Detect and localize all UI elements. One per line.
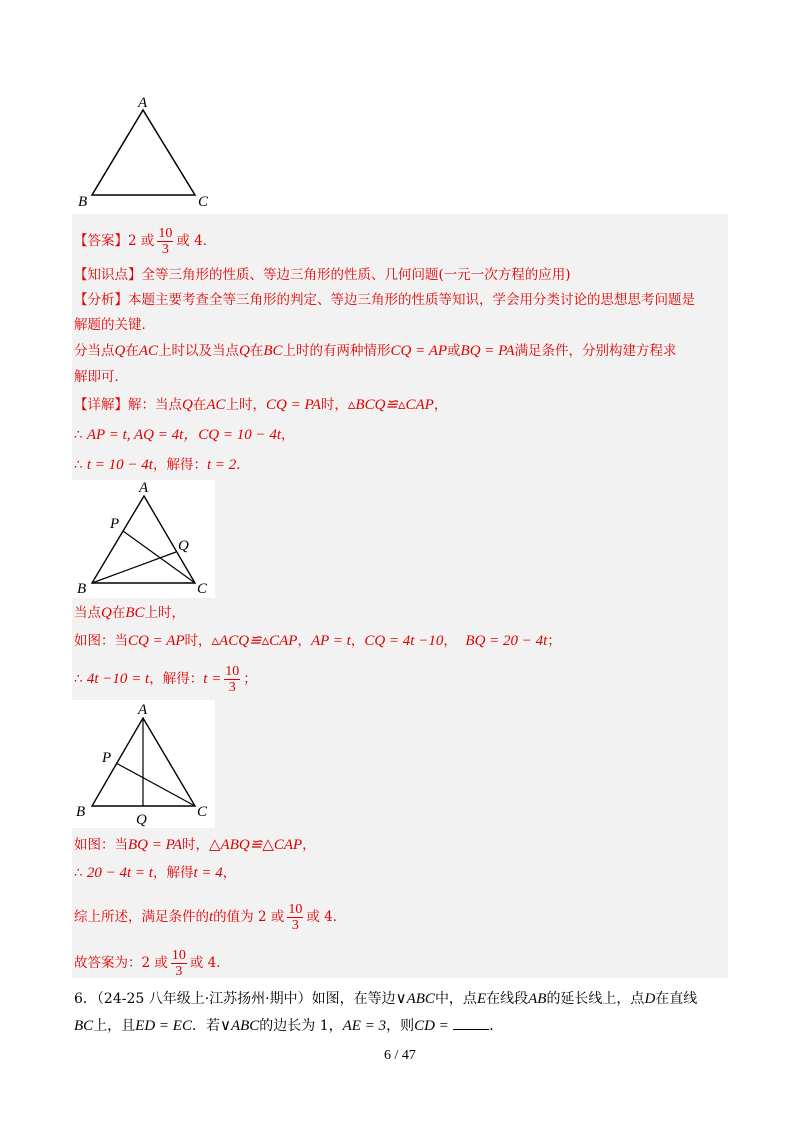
case3-solve: ∴ 20 − 4t = t，解得t = 4，	[74, 865, 237, 881]
label-p: P	[110, 516, 120, 532]
label-a: A	[138, 95, 148, 111]
detail-line-1: 【详解】解：当点Q在AC上时，CQ = PA时，▵BCQ≌▵CAP，	[74, 397, 448, 413]
detail-line-2: ∴ AP = t, AQ = 4t，CQ = 10 − 4t，	[74, 427, 295, 443]
fraction-10-3: $\frac{10}{3}$	[225, 664, 240, 695]
label-c: C	[197, 804, 208, 820]
figure-case-q-on-ac	[72, 480, 215, 598]
fraction-10-3: $\frac{10}{3}$	[158, 226, 173, 257]
summary-line: 综上所述，满足条件的t的值为 2 或 $\frac{10}{3}$ 或 4．	[74, 902, 347, 933]
fraction-10-3: $\frac{10}{3}$	[171, 948, 186, 979]
label-c: C	[197, 581, 208, 597]
label-p: P	[102, 750, 112, 766]
final-answer-line: 故答案为：2 或 $\frac{10}{3}$ 或 4．	[74, 948, 230, 979]
label-a: A	[139, 480, 149, 496]
question-6-line-1: 6．（24-25 八年级上·江苏扬州·期中）如图，在等边∨ABC中，点E在线段AB的延长线上，点D在直线	[74, 991, 698, 1007]
answer-line: 【答案】2 或 $\frac{10}{3}$ 或 4．	[74, 226, 217, 257]
figure-case-q-on-bc	[72, 700, 215, 828]
label-b: B	[76, 804, 86, 820]
case2-intro: 当点Q在BC上时，	[74, 605, 186, 621]
case2-solve: ∴ 4t −10 = t，解得：t = $\frac{10}{3}$ ；	[74, 664, 257, 695]
label-b: B	[77, 581, 87, 597]
label-c: C	[198, 194, 209, 210]
label-a: A	[138, 702, 148, 718]
fraction-10-3: $\frac{10}{3}$	[288, 902, 303, 933]
label-b: B	[78, 194, 88, 210]
case2-line: 如图：当CQ = AP时，▵ACQ≌▵CAP，AP = t，CQ = 4t −10， BQ = 20 − 4t；	[74, 633, 561, 649]
analysis-line-4: 解即可．	[74, 369, 128, 385]
analysis-line-1: 【分析】本题主要考查全等三角形的判定、等边三角形的性质等知识，学会用分类讨论的思想思考问题是	[74, 292, 695, 308]
label-q: Q	[136, 812, 147, 828]
question-6-line-2: BC上，且ED = EC．若∨ABC的边长为 1，AE = 3，则CD = ．	[74, 1018, 504, 1034]
answer-blank[interactable]	[453, 1017, 489, 1030]
detail-line-3: ∴ t = 10 − 4t，解得：t = 2．	[74, 457, 250, 473]
knowledge-points: 【知识点】全等三角形的性质、等边三角形的性质、几何问题(一元一次方程的应用)	[74, 267, 571, 283]
label-q: Q	[178, 538, 189, 554]
figure-triangle-abc	[72, 92, 232, 212]
page-number: 6 / 47	[384, 1048, 416, 1063]
analysis-line-2: 解题的关键．	[74, 317, 155, 333]
case3-line: 如图：当BQ = PA时，△ABQ≌△CAP，	[74, 837, 316, 853]
analysis-line-3: 分当点Q在AC上时以及当点Q在BC上时的有两种情形CQ = AP或BQ = PA满足条件，分别构建方程求	[74, 343, 677, 359]
